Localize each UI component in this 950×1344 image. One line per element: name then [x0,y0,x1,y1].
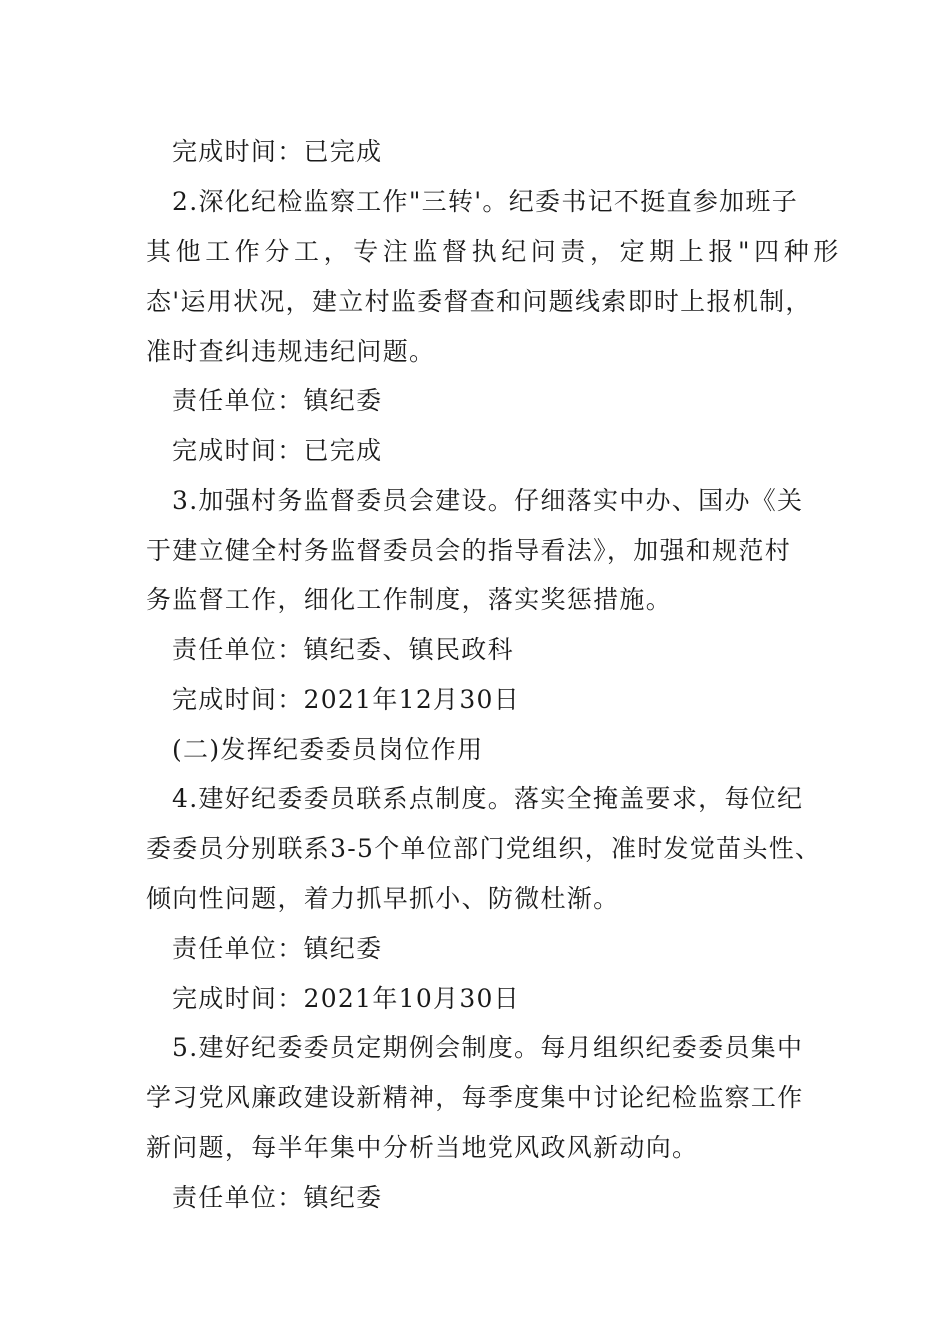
paragraph-line: 新问题，每半年集中分析当地党风政风新动向。 [146,1133,699,1162]
completion-time-line: 完成时间：已完成 [172,436,383,465]
responsible-unit-line: 责任单位：镇纪委 [172,386,383,415]
paragraph-line: 5.建好纪委委员定期例会制度。每月组织纪委委员集中 [172,1033,804,1062]
completion-time-line: 完成时间：2021年10月30日 [172,984,521,1013]
paragraph-line: 2.深化纪检监察工作"三转'。纪委书记不挺直参加班子 [172,187,799,216]
paragraph-line: 3.加强村务监督委员会建设。仔细落实中办、国办《关 [172,486,804,515]
completion-time-line: 完成时间：已完成 [172,137,383,166]
paragraph-line: 务监督工作，细化工作制度，落实奖惩措施。 [146,585,673,614]
paragraph-line: 态'运用状况，建立村监委督查和问题线索即时上报机制， [146,287,812,316]
paragraph-line: 其他工作分工，专注监督执纪问责，定期上报"四种形 [146,237,843,266]
responsible-unit-line: 责任单位：镇纪委 [172,934,383,963]
paragraph-line: 4.建好纪委委员联系点制度。落实全掩盖要求，每位纪 [172,784,804,813]
paragraph-line: 倾向性问题，着力抓早抓小、防微杜渐。 [146,884,620,913]
responsible-unit-line: 责任单位：镇纪委、镇民政科 [172,635,514,664]
paragraph-line: 学习党风廉政建设新精神，每季度集中讨论纪检监察工作 [146,1083,804,1112]
section-heading: (二)发挥纪委委员岗位作用 [172,735,484,764]
responsible-unit-line: 责任单位：镇纪委 [172,1183,383,1212]
completion-time-line: 完成时间：2021年12月30日 [172,685,521,714]
paragraph-line: 于建立健全村务监督委员会的指导看法》，加强和规范村 [146,536,792,565]
paragraph-line: 准时查纠违规违纪问题。 [146,337,436,366]
paragraph-line: 委委员分别联系3-5个单位部门党组织，准时发觉苗头性、 [146,834,822,863]
